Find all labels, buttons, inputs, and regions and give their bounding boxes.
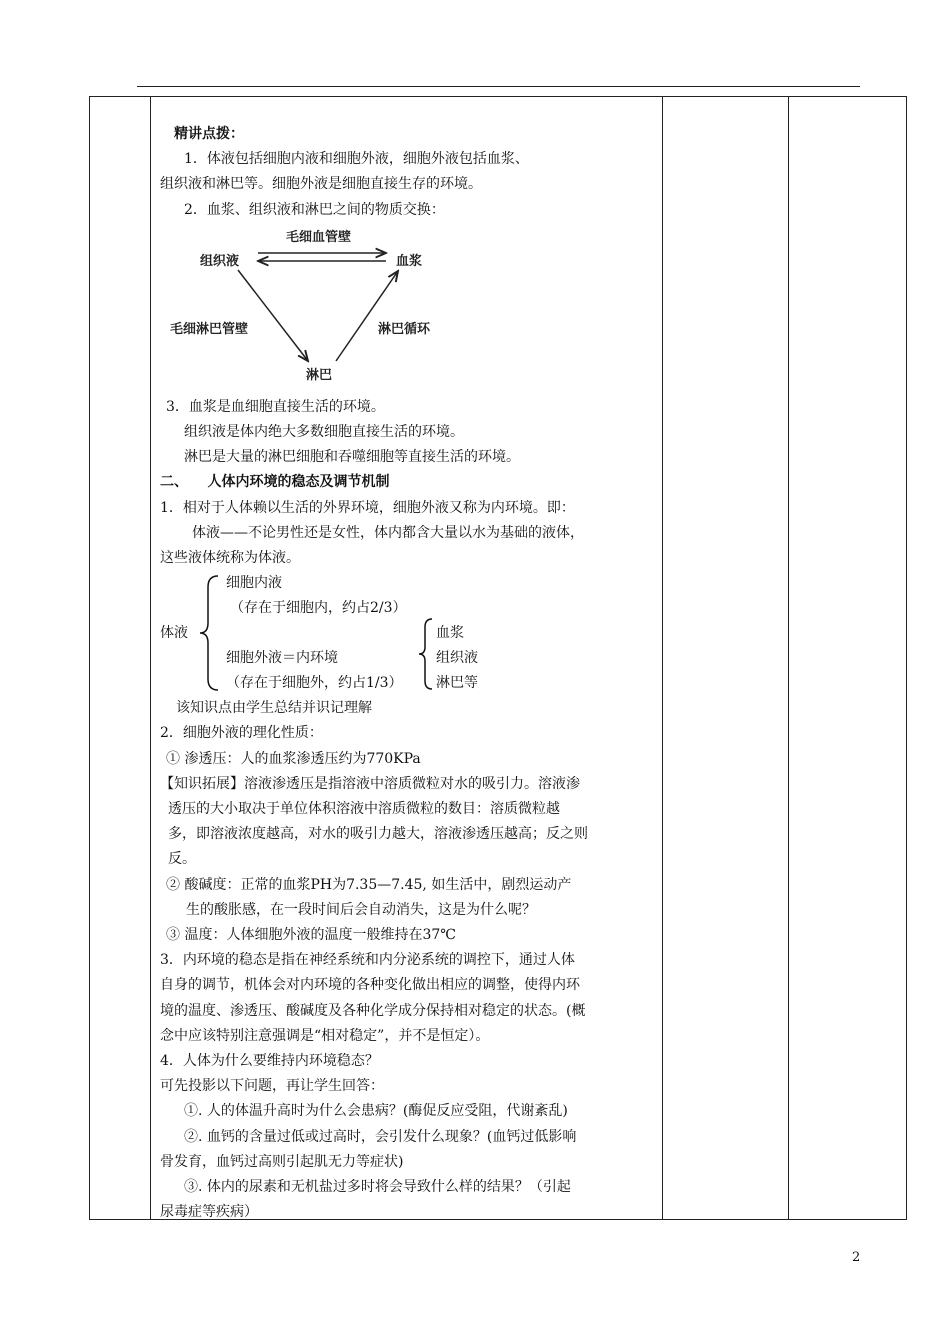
list-item: ① 渗透压：人的血浆渗透压约为770KPa	[166, 750, 421, 767]
right-brace	[416, 615, 436, 693]
paragraph: 2．细胞外液的理化性质：	[160, 725, 323, 742]
paragraph: 自身的调节，机体会对内环境的各种变化做出相应的调整，使得内环	[160, 977, 580, 994]
diagram-label-lymph-capillary-wall: 毛细淋巴管壁	[170, 321, 249, 337]
arrow-to-lymph	[238, 270, 308, 361]
paragraph: 淋巴是大量的淋巴细胞和吞噬细胞等直接生活的环境。	[184, 449, 520, 466]
list-item: ②. 血钙的含量过低或过高时，会引发什么现象？(血钙过低影响	[184, 1128, 577, 1145]
diagram-label-lymph-circulation: 淋巴循环	[378, 321, 431, 337]
list-item: 生的酸胀感，在一段时间后会自动消失，这是为什么呢？	[186, 901, 536, 918]
diagram-node-tissue-fluid: 组织液	[200, 253, 240, 269]
tree-lymph: 淋巴等	[436, 675, 478, 692]
tree-root-body-fluid: 体液	[160, 625, 188, 642]
list-item: ② 酸碱度：正常的血浆PH为7.35—7.45, 如生活中，剧烈运动产	[166, 876, 572, 893]
tree-intracellular-note: （存在于细胞内，约占2/3）	[230, 600, 407, 617]
list-item: ③. 体内的尿素和无机盐过多时将会导致什么样的结果？（引起	[184, 1179, 571, 1196]
paragraph: 4．人体为什么要维持内环境稳态？	[160, 1053, 379, 1070]
tree-intracellular-fluid: 细胞内液	[226, 575, 282, 592]
table-column-divider	[150, 96, 151, 1220]
paragraph: 1．相对于人体赖以生活的外界环境，细胞外液又称为内环境。即：	[160, 499, 575, 516]
paragraph: 反。	[168, 851, 196, 868]
table-column-divider	[662, 96, 663, 1220]
fluid-exchange-diagram	[168, 223, 468, 395]
paragraph: 3．血浆是血细胞直接生活的环境。	[166, 398, 385, 415]
paragraph: 2．血浆、组织液和淋巴之间的物质交换：	[184, 201, 445, 218]
paragraph: 【知识拓展】溶液渗透压是指溶液中溶质微粒对水的吸引力。溶液渗	[160, 775, 580, 792]
paragraph: 念中应该特别注意强调是“相对稳定”，并不是恒定）。	[160, 1027, 490, 1044]
diagram-label-capillary-wall: 毛细血管壁	[286, 229, 352, 245]
header-rule	[137, 86, 860, 87]
paragraph: 3．内环境的稳态是指在神经系统和内分泌系统的调控下，通过人体	[160, 952, 575, 969]
tree-extracellular-fluid: 细胞外液＝内环境	[226, 650, 338, 667]
lesson-content	[160, 122, 658, 1226]
list-item: 尿毒症等疾病）	[160, 1204, 258, 1221]
paragraph: 组织液和淋巴等。细胞外液是细胞直接生存的环境。	[160, 176, 482, 193]
section-heading: 精讲点拨：	[174, 126, 244, 142]
paragraph: 该知识点由学生总结并识记理解	[176, 700, 372, 717]
table-column-divider	[788, 96, 789, 1220]
list-item: ①. 人的体温升高时为什么会患病？(酶促反应受阻，代谢紊乱)	[184, 1103, 568, 1120]
paragraph: 体液——不论男性还是女性，体内都含大量以水为基础的液体，	[192, 524, 584, 541]
arrow-lymph-to-plasma	[336, 271, 398, 361]
tree-extracellular-note: （存在于细胞外，约占1/3）	[226, 675, 403, 692]
page-number: 2	[852, 1250, 861, 1265]
tree-plasma: 血浆	[436, 625, 464, 642]
section-heading: 二、 人体内环境的稳态及调节机制	[160, 474, 390, 491]
body-fluid-classification	[160, 571, 658, 696]
paragraph: 多，即溶液浓度越高，对水的吸引力越大，溶液渗透压越高；反之则	[168, 826, 588, 843]
diagram-node-lymph: 淋巴	[306, 367, 333, 383]
list-item: 骨发育，血钙过高则引起肌无力等症状)	[160, 1153, 404, 1170]
paragraph: 可先投影以下问题，再让学生回答：	[160, 1078, 384, 1095]
diagram-node-plasma: 血浆	[396, 253, 423, 269]
left-brace	[196, 571, 226, 696]
paragraph: 境的温度、渗透压、酸碱度及各种化学成分保持相对稳定的状态。(概	[160, 1002, 586, 1019]
paragraph: 组织液是体内绝大多数细胞直接生活的环境。	[184, 424, 464, 441]
paragraph: 1．体液包括细胞内液和细胞外液，细胞外液包括血浆、	[184, 151, 529, 168]
paragraph: 透压的大小取决于单位体积溶液中溶质微粒的数目：溶质微粒越	[168, 801, 560, 818]
paragraph: 这些液体统称为体液。	[160, 550, 300, 567]
tree-tissue-fluid: 组织液	[436, 650, 478, 667]
list-item: ③ 温度：人体细胞外液的温度一般维持在37℃	[166, 927, 456, 944]
